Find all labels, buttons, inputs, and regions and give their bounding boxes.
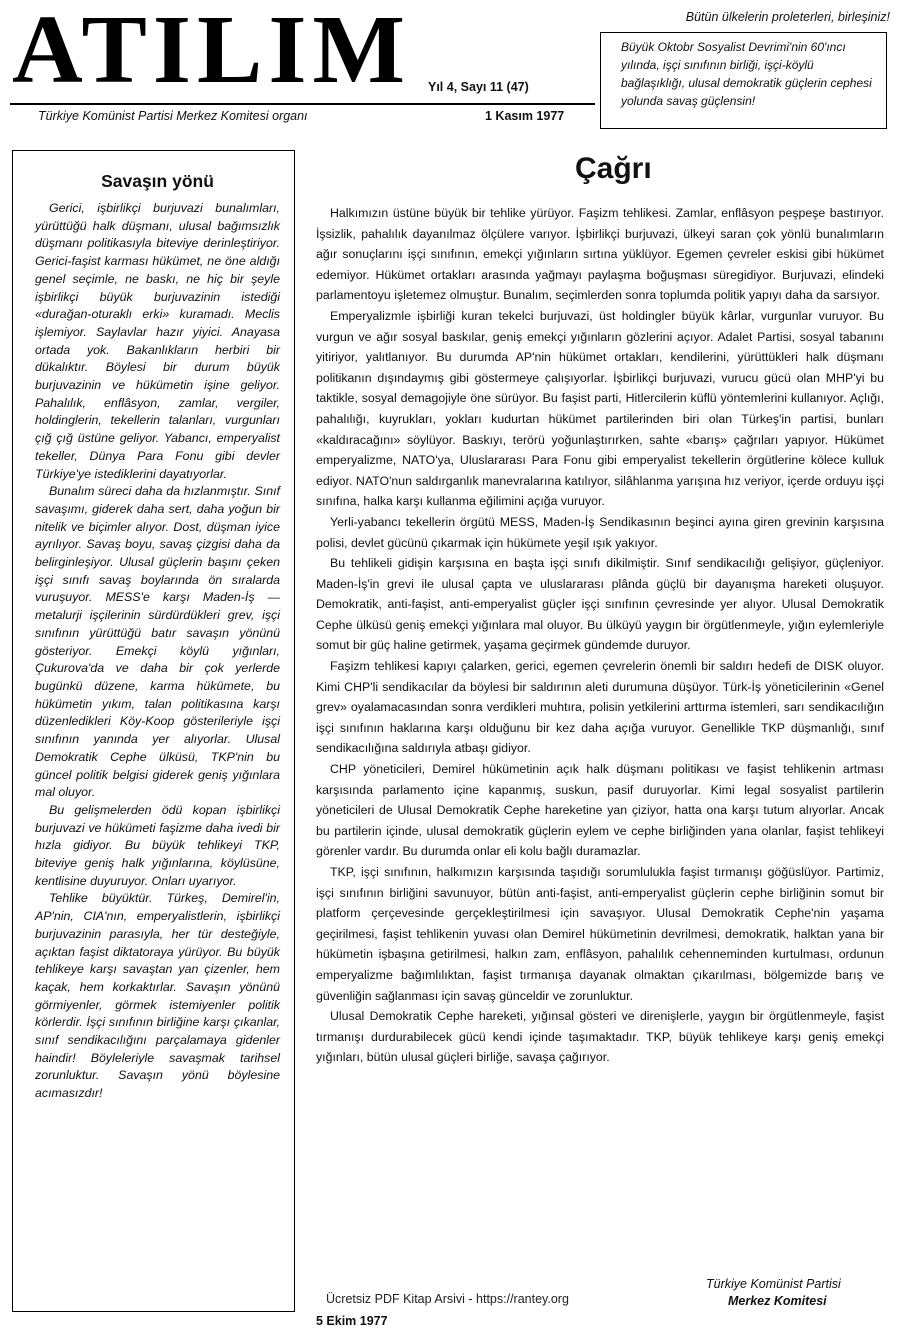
sidebar-paragraph: Bunalım süreci daha da hızlanmıştır. Sınıf savaşımı, giderek daha sert, daha yoğun bir nitelik ve biçimler alıyor. Dost, düşman iyice ayrılıyor. Savaş boyu, savaş çizgisi daha da belirginleşiyor. Ulusal güçlerin başını çeken işçi sınıfı savaş boylarında ön sıralarda vuruşuyor. MESS'e karşı Maden-İş — metalurji işçilerinin sürdürdükleri grev, işçi sınıfının yürüttüğü batır savaşın yönünü gösteriyor. Emekçi köylü yığınları, Çukurova'da ve daha bir çok yerlerde bugünkü düzene, karma hükümete, bu hükümetin yıkım, talan politikasına karşı düzenledikleri Köy-Koop gösterileriyle işçi sınıfının yanında yer alıyorlar. Ulusal Demokratik Cephe ülküsü, TKP'nin bu güncel politik belgisi giderek geniş yığınlara mal oluyor. (35, 484, 280, 800)
signature (706, 1276, 876, 1310)
sidebar-title: Savaşın yönü (101, 171, 214, 191)
anniversary-quote-box: Büyük Oktobr Sosyalist Devrimi'nin 60'ıncı yılında, işçi sınıfının birliği, işçi-köylü bağlaşıklığı, ulusal demokratik güçlerin cephesi yolunda savaş güçlensin! (600, 32, 887, 129)
main-paragraph: TKP, işçi sınıfının, halkımızın karşısında taşıdığı sorumlulukla faşist tırmanışı göğüslüyor. Partimiz, işçi sınıfının birliğini savunuyor, bütün anti-faşist, anti-emperyalist güçlerin cephe birliğinin somut bir platform çerçevesinde gerçekleştirilmesi için savaşıyor. Ulusal Demokratik Cephe'nin yaşama geçirilmesi, faşist tehlikenin yuvası olan Demirel hükümetinin devrilmesi, demokratik, halktan yana bir hükümetin işbaşına getirilmesi, halkın zam, enflâsyon, pahalılık cehenneminden kurtulması, ordunun emperyalizme bağımlılıktan, faşist tırmanışa dayanak olmaktan çıkarılması, bölgemizde barış ve güvenliğin sağlanması için savaş günceldir ve zorunluktur. (316, 865, 884, 1003)
main-article-body (316, 203, 884, 1068)
main-paragraph: Faşizm tehlikesi kapıyı çalarken, gerici, egemen çevrelerin önemli bir saldırı hedefi de DISK oluyor. Kimi CHP'li sendikacılar da böylesi bir saldırının aleti durumuna düşüyor. Türk-İş yöneticilerinin «Genel grev» oyalamacasından sonra verdikleri muhtıra, polisin yetkilerini arttırma istemleri, sarı sendikacılığın işçi sınıfının haklarına karşı olduğunu bir kez daha açığa vuruyor. Genellikle TKP düşmanlığı, sınıf sendikacılığına saldırıyla atbaşı gidiyor. (316, 659, 884, 756)
sidebar-article (12, 150, 295, 1312)
sidebar-body (35, 200, 280, 1103)
main-paragraph: Bu tehlikeli gidişin karşısına en başta işçi sınıfı dikilmiştir. Sınıf sendikacılığı gelişiyor, güçleniyor. Maden-İş'in grevi ile ulusal çapta ve uluslararası plânda güçlü bir dayanışma hareketi oluşuyor. Demokratik, anti-faşist, anti-emperyalist güçler işçi sınıfının çevresinde yer alıyor. Ulusal Demokratik Cephe ülküsü geniş emekçi yığınlara mal oluyor. Bu ülküyü yaygın bir örgütlenmeyle, yığın eylemleriyle somut bir güç haline getirmek, yaşama geçirmek gündemde duruyor. (316, 556, 884, 653)
main-paragraph: Emperyalizmle işbirliği kuran tekelci burjuvazi, üst holdingler büyük kârlar, vurgunlar vuruyor. Bu vurgun ve ağır sosyal baskılar, geniş emekçi yığınların gözlerini açıyor. Adalet Partisi, sosyal tabanını yitiriyor, yalıtlanıyor. Bu durumda AP'nin hükümet ortakları, kendilerini, yürüttükleri halk düşmanı politikanın dışındaymış gibi göstermeye çalışıyorlar. İşbirlikçi burjuvazi, vurucu gücü olan MHP'yi bu taktikle, sosyal demagojiyle öne sürüyor. Bu faşist parti, Hitlercilerin küflü yöntemlerini kullanıyor. Açlığı, pahalılığı, kuyrukları, yokları kudurtan hükümet partilerinden biri olan Türkeş'in partisi, bunları «kaldıracağını» söylüyor. Baskıyı, terörü yoğunlaştırırken, sahte «barış» çağrıları yapıyor. Hükümet emperyalizme, NATO'ya, Uluslararası Para Fonu gibi emperyalist tekellerin örgütlerine kölece kulluk ediyor. NATO'nun saldırganlık manevralarına katılıyor, silâhlanma yarışına hız veriyor, içerde orduyu işçi sınıfına, halka karşı kullanma eğilimini açığa vuruyor. (316, 308, 884, 509)
main-paragraph: CHP yöneticileri, Demirel hükümetinin açık halk düşmanı politikası ve faşist tehlikenin artması karşısında parlamento içine kapanmış, suskun, pasif duruyorlar. Kimi legal sosyalist partilerin yöneticileri de Ulusal Demokratik Cephe hareketine yan çiziyor, hatta ona karşı tutum alıyorlar. Ancak bu partilerin içinde, ulusal demokratik güçlerin eylem ve cephe birliğinden yana olanlar, faşist tehlikeyi görenler vardır. Bu durumda onlar eli kolu bağlı duramazlar. (316, 762, 884, 859)
main-paragraph: Ulusal Demokratik Cephe hareketi, yığınsal gösteri ve direnişlerle, yaygın bir örgütlenmeyle, faşist tırmanışı durdurabilecek gücü kendi içinde taşımaktadır. TKP, büyük tehlikeye karşı geniş emekçi yığınları, bütün ulusal güçleri birliğe, savaşa çağırıyor. (316, 1009, 884, 1065)
issue-date: 1 Kasım 1977 (485, 109, 565, 123)
letter-date: 5 Ekim 1977 (316, 1314, 388, 1328)
watermark-text: Ücretsiz PDF Kitap Arsivi - https://rantey.org (326, 1292, 569, 1306)
issue-number: Yıl 4, Sayı 11 (47) (428, 80, 529, 94)
sidebar-paragraph: Tehlike büyüktür. Türkeş, Demirel'in, AP'nin, CIA'nın, emperyalistlerin, işbirlikçi burjuvazinin parasıyla, her tür desteğiyle, açıktan faşist diktatoraya yürüyor. Bu büyük tehlikeye karşı savaştan yan çizenler, hem kaçak, hem korkaktırlar. Savaşın yönünü görmiyenler, görmek istemiyenler politik körlerdir. İşçi sınıfının birliğine karşı çıkanlar, sınıf sendikacılığını parçalamaya gidenler haindir! Böyleleriyle savaşmak tarihsel zorunluktur. Savaşın yönü böylesine acımasızdır! (35, 891, 280, 1101)
main-paragraph: Yerli-yabancı tekellerin örgütü MESS, Maden-İş Sendikasının beşinci ayına giren grevinin karşısına polisi, devlet gücünü çıkarmak için hükümete yeşil ışık yakıyor. (316, 514, 884, 550)
signature-line: Merkez Komitesi (728, 1294, 827, 1308)
signature-line: Türkiye Komünist Partisi (706, 1277, 841, 1291)
main-article-title: Çağrı (575, 152, 652, 185)
masthead-rule (10, 103, 595, 105)
sidebar-paragraph: Bu gelişmelerden ödü kopan işbirlikçi burjuvazi ve hükümeti faşizme daha ivedi bir hızla gidiyor. Bu büyük tehlikeyi TKP, biteviye geniş halk yığınlarına, köylüsüne, kentlisine duyuruyor. Onları uyarıyor. (35, 802, 280, 888)
newspaper-subtitle: Türkiye Komünist Partisi Merkez Komitesi organı (38, 109, 308, 123)
slogan: Bütün ülkelerin proleterleri, birleşiniz! (685, 10, 890, 24)
main-paragraph: Halkımızın üstüne büyük bir tehlike yürüyor. Faşizm tehlikesi. Zamlar, enflâsyon peşpeşe bastırıyor. İşsizlik, pahalılık dayanılmaz ölçülere varıyor. İşbirlikçi burjuvazi, ülkeyi saran çok yönlü bunalımların ağır sonuçlarını işçi sınıfının, emekçi yığınların sırtına yüklüyor. Egemen çevreler eskisi gibi hükümet edemiyor. Hükümet ortakları arasında yağmayı paylaşma boğuşması süregidiyor. Burjuvazi, elindeki parlamentoyu işletemez olmuştur. Bunalım, seçimlerden sonra toplumda politik yapıyı daha da sarsıyor. (316, 206, 884, 303)
sidebar-paragraph: Gerici, işbirlikçi burjuvazi bunalımları, yürüttüğü halk düşmanı, ulusal bağımsızlık düşmanı politikasıyla biteviye derinleştiriyor. Gerici-faşist karması hükümet, ne öne aldığı genel seçimle, ne baskı, ne hiç bir şeyle işbirlikçi büyük burjuvazinin istediği «durağan-oturaklı erki» kuramadı. Meclis işlemiyor. Saylavlar hazır yiyici. Anayasa ortada yok. Bakanlıkların herbiri bir dükalıktır. Böylesi bir durum büyük burjuvazinin ve hükümetin işine geliyor. Pahalılık, enflâsyon, zamlar, vergiler, holdinglerin, tekellerin talanları, vurgunları çığ çığ üstüne geliyor. Yabancı, emperyalist tekeller, Dünya Para Fonu gibi devler Türkiye'ye istediklerini dayatıyorlar. (35, 201, 280, 481)
newspaper-logo: ATILIM (12, 0, 412, 104)
